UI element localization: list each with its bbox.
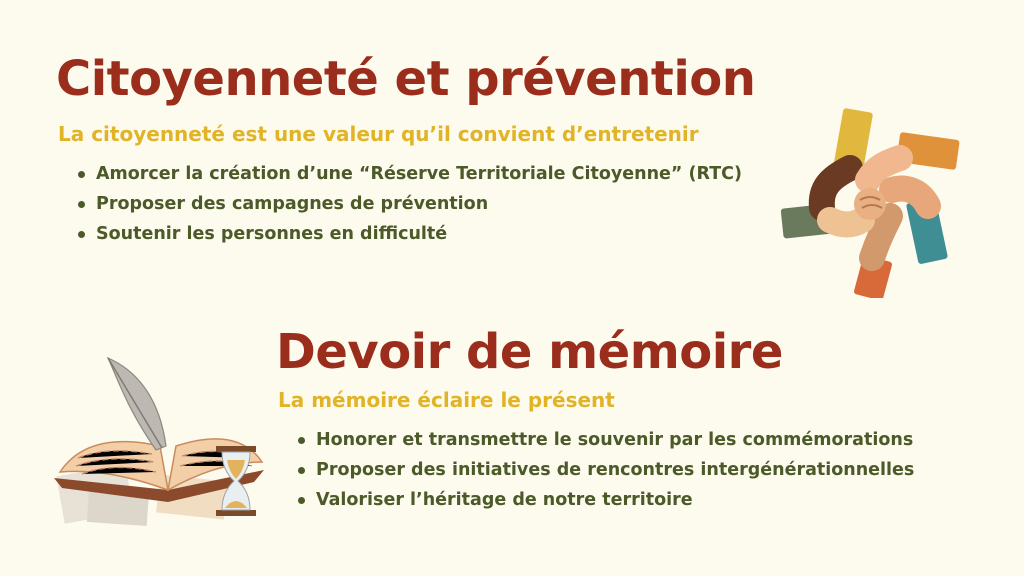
list-item: Soutenir les personnes en difficulté xyxy=(76,219,742,249)
citizenship-title: Citoyenneté et prévention xyxy=(56,51,756,107)
list-item: Amorcer la création d’une “Réserve Territoriale Citoyenne” (RTC) xyxy=(76,159,742,189)
citizenship-bullet-list xyxy=(76,159,742,249)
joined-hands-icon xyxy=(780,108,960,298)
book-quill-hourglass-icon xyxy=(48,350,273,530)
memory-subtitle: La mémoire éclaire le présent xyxy=(278,388,615,412)
list-item: Valoriser l’héritage de notre territoire xyxy=(296,485,914,515)
list-item: Honorer et transmettre le souvenir par les commémorations xyxy=(296,425,914,455)
list-item: Proposer des initiatives de rencontres intergénérationnelles xyxy=(296,455,914,485)
memory-bullet-list xyxy=(296,425,914,515)
list-item: Proposer des campagnes de prévention xyxy=(76,189,742,219)
memory-title: Devoir de mémoire xyxy=(276,324,783,380)
citizenship-subtitle: La citoyenneté est une valeur qu’il convient d’entretenir xyxy=(58,122,699,146)
